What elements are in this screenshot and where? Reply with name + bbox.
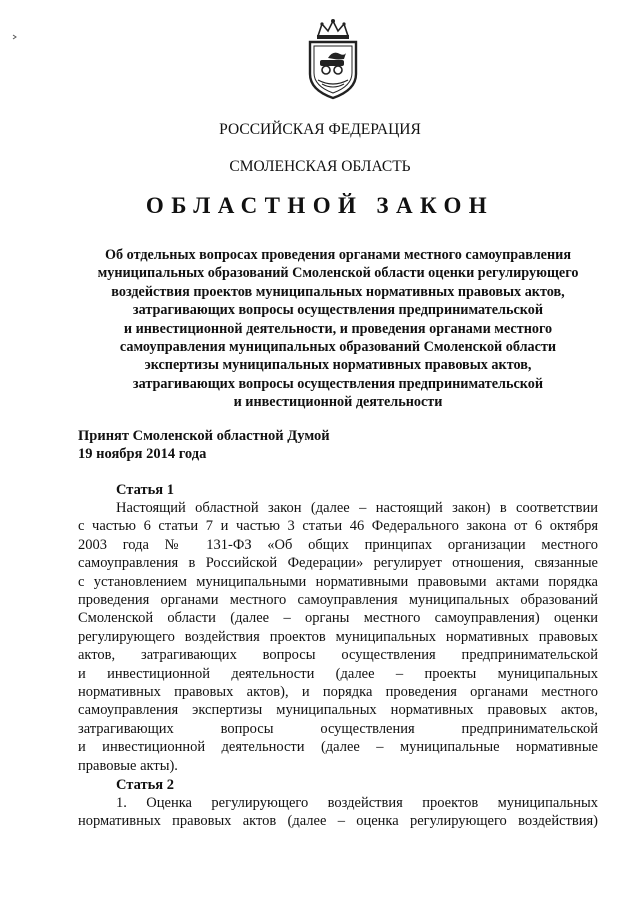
article-line: актов, затрагивающих вопросы осуществления предпринимательской (78, 647, 598, 664)
subject-line: и инвестиционной деятельности (233, 394, 443, 411)
subject-line: муниципальных образований Смоленской области оценки регулирующего (97, 265, 579, 282)
article-line: 2003 года № 131-ФЗ «Об общих принципах организации местного (78, 536, 598, 553)
subject-line: воздействия проектов муниципальных нормативных правовых актов, (111, 283, 565, 300)
article-line: с частью 6 статьи 7 и частью 3 статьи 46 Федерального закона от 6 октября (78, 518, 598, 535)
subject-line: экспертизы муниципальных нормативных правовых актов, (144, 357, 532, 374)
smolensk-coat-of-arms-icon (300, 18, 366, 100)
article-2-text (78, 794, 598, 831)
article-line: нормативных правовых актов), и порядка проведения органами местного (78, 684, 598, 701)
scan-mark (12, 34, 18, 40)
country-name: РОССИЙСКАЯ ФЕДЕРАЦИЯ (219, 121, 421, 138)
adoption-body: Принят Смоленской областной Думой (78, 428, 330, 444)
article-line: 1. Оценка регулирующего воздействия проектов муниципальных (116, 795, 598, 811)
article-line: с установлением муниципальными нормативными правовыми актами порядка (78, 573, 598, 590)
article-line: нормативных правовых актов (далее – оценка регулирующего воздействия) (78, 813, 598, 830)
article-line: и инвестиционной деятельности (далее – проекты муниципальных (78, 665, 598, 682)
article-line: самоуправления экспертизы муниципальных нормативных правовых актов, (78, 702, 598, 719)
document-type-title: ОБЛАСТНОЙ ЗАКОН (145, 193, 495, 218)
subject-line: самоуправления муниципальных образований Смоленской области (119, 339, 557, 356)
article-1-heading: Статья 1 (116, 482, 174, 498)
article-line: и инвестиционной деятельности (далее – муниципальные нормативные (78, 739, 598, 756)
article-line: проведения органами местного самоуправления муниципальных образований (78, 592, 598, 609)
article-line: регулирующего воздействия проектов муниципальных нормативных правовых (78, 628, 598, 645)
subject-line: и инвестиционной деятельности, и проведения органами местного (123, 320, 553, 337)
article-line: Смоленской области (далее – органы местного самоуправления) оценки (78, 610, 598, 627)
adoption-date: 19 ноября 2014 года (78, 446, 207, 462)
article-1-text (78, 499, 598, 775)
article-2-heading: Статья 2 (116, 777, 174, 793)
subject-line: затрагивающих вопросы осуществления предпринимательской (132, 302, 544, 319)
law-subject-title (70, 246, 606, 412)
adoption-info (78, 427, 330, 463)
article-line: затрагивающих вопросы осуществления предпринимательской (78, 720, 598, 737)
article-line: правовые акты). (78, 757, 178, 774)
subject-line: Об отдельных вопросах проведения органами местного самоуправления (104, 247, 571, 263)
article-line: Настоящий областной закон (далее – настоящий закон) в соответствии (116, 500, 598, 516)
region-name: СМОЛЕНСКАЯ ОБЛАСТЬ (229, 158, 411, 175)
subject-line: затрагивающих вопросы осуществления предпринимательской (132, 375, 544, 392)
article-line: самоуправления в Российской Федерации» регулирует отношения, связанные (78, 555, 598, 572)
